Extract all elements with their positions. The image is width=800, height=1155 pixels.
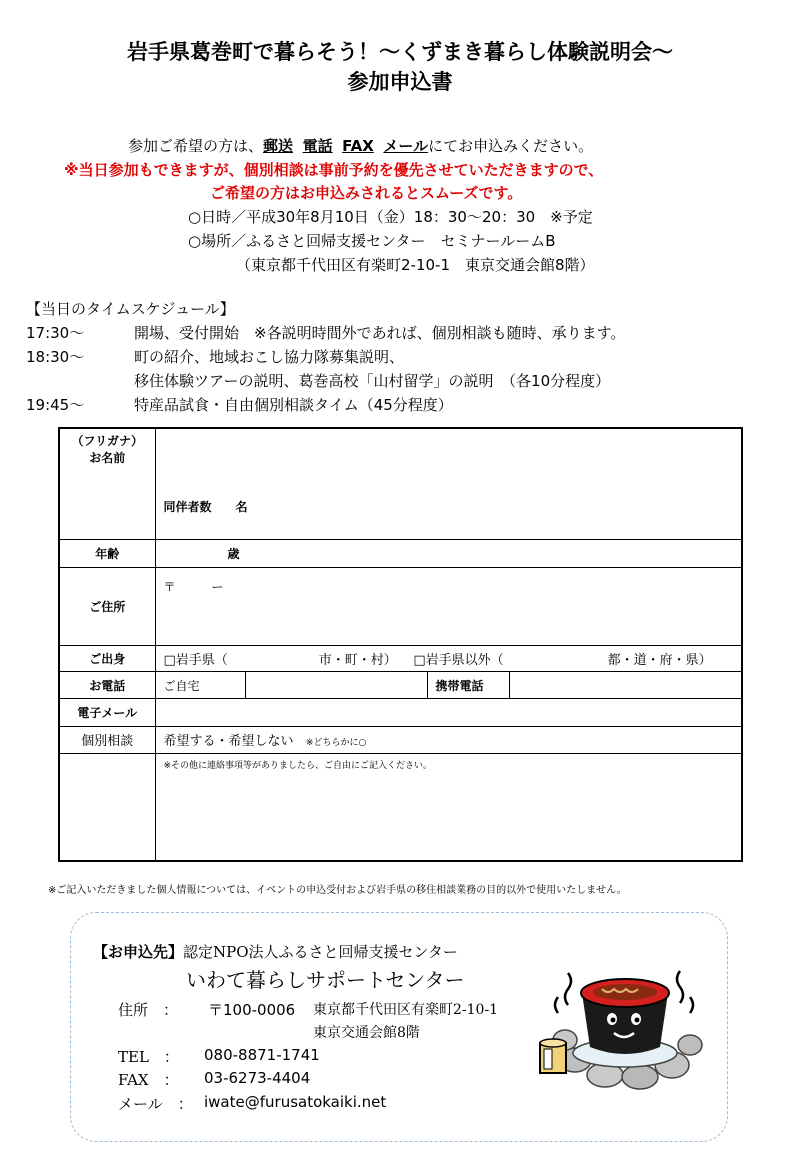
consult-field[interactable] bbox=[155, 726, 742, 753]
contact-center: いわて暮らしサポートセンター bbox=[186, 968, 465, 992]
warning-line-1: ※当日参加もできますが、個別相談は事前予約を優先させていただきますので、 bbox=[64, 161, 604, 179]
method-phone: 電話 bbox=[302, 137, 333, 155]
method-mail: 郵送 bbox=[263, 137, 294, 155]
contact-org: 認定NPO法人ふるさと回帰支援センター bbox=[183, 943, 458, 961]
age-label: 年齢 bbox=[59, 540, 155, 568]
schedule-desc-2b: 移住体験ツアーの説明、葛巻高校「山村留学」の説明 （各10分程度） bbox=[134, 372, 611, 390]
fax-label: FAX ： bbox=[118, 1071, 179, 1089]
mobile-phone-field[interactable] bbox=[509, 672, 742, 699]
address-label-text: 住所 ： bbox=[118, 1001, 179, 1019]
remarks-field[interactable] bbox=[155, 753, 742, 861]
contact-org-prefix: 【お申込先】 bbox=[93, 943, 184, 961]
schedule-time-3: 19:45～ bbox=[26, 396, 85, 414]
email-label: 電子メール bbox=[59, 699, 155, 726]
schedule-desc-3: 特産品試食・自由個別相談タイム（45分程度） bbox=[134, 396, 453, 414]
schedule-desc-2a: 町の紹介、地域おこし協力隊募集説明、 bbox=[134, 348, 405, 366]
origin-label: ご出身 bbox=[59, 645, 155, 671]
schedule-time-1: 17:30～ bbox=[26, 324, 85, 342]
page-title: 岩手県葛巻町で暮らそう！～くずまき暮らし体験説明会～ bbox=[127, 40, 673, 64]
postal-mark: 〒 ー bbox=[163, 580, 224, 595]
consult-note: ※どちらかに○ bbox=[305, 738, 367, 749]
furigana-label: （フリガナ） bbox=[71, 434, 143, 448]
privacy-notice: ※ご記入いただきました個人情報については、イベントの申込受付および岩手県の移住相談業務の目的以外で使用いたしません。 bbox=[48, 885, 627, 896]
method-fax: FAX bbox=[342, 137, 374, 155]
origin-iwate-checkbox[interactable]: □岩手県（ 市・町・村） bbox=[163, 653, 397, 669]
contact-tel[interactable]: 080-8871-1741 bbox=[204, 1046, 320, 1064]
contact-postal: 〒100-0006 bbox=[208, 1001, 296, 1019]
name-label-cell bbox=[59, 428, 155, 540]
event-datetime: ○日時／平成30年8月10日（金）18：30～20：30 ※予定 bbox=[188, 208, 593, 226]
age-field[interactable] bbox=[155, 540, 742, 568]
event-place: ○場所／ふるさと回帰支援センター セミナールームB bbox=[188, 232, 556, 250]
schedule-desc-1: 開場、受付開始 ※各説明時間外であれば、個別相談も随時、承ります。 bbox=[134, 324, 626, 342]
method-email: メール bbox=[383, 137, 429, 155]
consult-options[interactable]: 希望する・希望しない bbox=[163, 734, 294, 750]
schedule-heading: 【当日のタイムスケジュール】 bbox=[26, 300, 235, 318]
phone-label: お電話 bbox=[59, 672, 155, 699]
page-subtitle: 参加申込書 bbox=[347, 70, 453, 94]
name-field[interactable] bbox=[155, 428, 742, 540]
apply-methods-line: 参加ご希望の方は、郵送 電話 FAX メールにてお申込みください。 bbox=[128, 137, 594, 155]
home-phone-field[interactable] bbox=[245, 672, 427, 699]
address-label: ご住所 bbox=[59, 568, 155, 646]
tel-label: TEL ： bbox=[118, 1048, 179, 1066]
contact-fax: 03-6273-4404 bbox=[204, 1069, 311, 1087]
remarks-note: ※その他に連絡事項等がありましたら、ご自由にご記入ください。 bbox=[163, 760, 433, 771]
schedule-time-2: 18:30～ bbox=[26, 348, 85, 366]
home-phone-label: ご自宅 bbox=[155, 672, 245, 699]
origin-other-checkbox[interactable]: □岩手県以外（ 都・道・府・県） bbox=[413, 653, 712, 669]
companions-label: 同伴者数 名 bbox=[163, 500, 248, 515]
contact-address-1: 東京都千代田区有楽町2-10-1 bbox=[313, 1002, 499, 1018]
consult-label: 個別相談 bbox=[59, 726, 155, 753]
address-field[interactable] bbox=[155, 568, 742, 646]
event-address: （東京都千代田区有楽町2-10-1 東京交通会館8階） bbox=[236, 256, 595, 274]
email-field[interactable] bbox=[155, 699, 742, 726]
origin-field[interactable] bbox=[155, 645, 742, 671]
contact-email[interactable]: iwate@furusatokaiki.net bbox=[204, 1093, 387, 1111]
application-form bbox=[58, 427, 743, 862]
mail-label: メール ： bbox=[118, 1095, 193, 1113]
mobile-phone-label: 携帯電話 bbox=[427, 672, 509, 699]
contact-address-2: 東京交通会館8階 bbox=[313, 1025, 420, 1041]
age-unit: 歳 bbox=[227, 547, 240, 562]
remarks-label-cell bbox=[59, 753, 155, 861]
mascot-icon bbox=[530, 965, 705, 1095]
name-label: お名前 bbox=[89, 451, 126, 465]
contact-org-line bbox=[93, 941, 458, 962]
warning-line-2: ご希望の方はお申込みされるとスムーズです。 bbox=[210, 184, 523, 202]
